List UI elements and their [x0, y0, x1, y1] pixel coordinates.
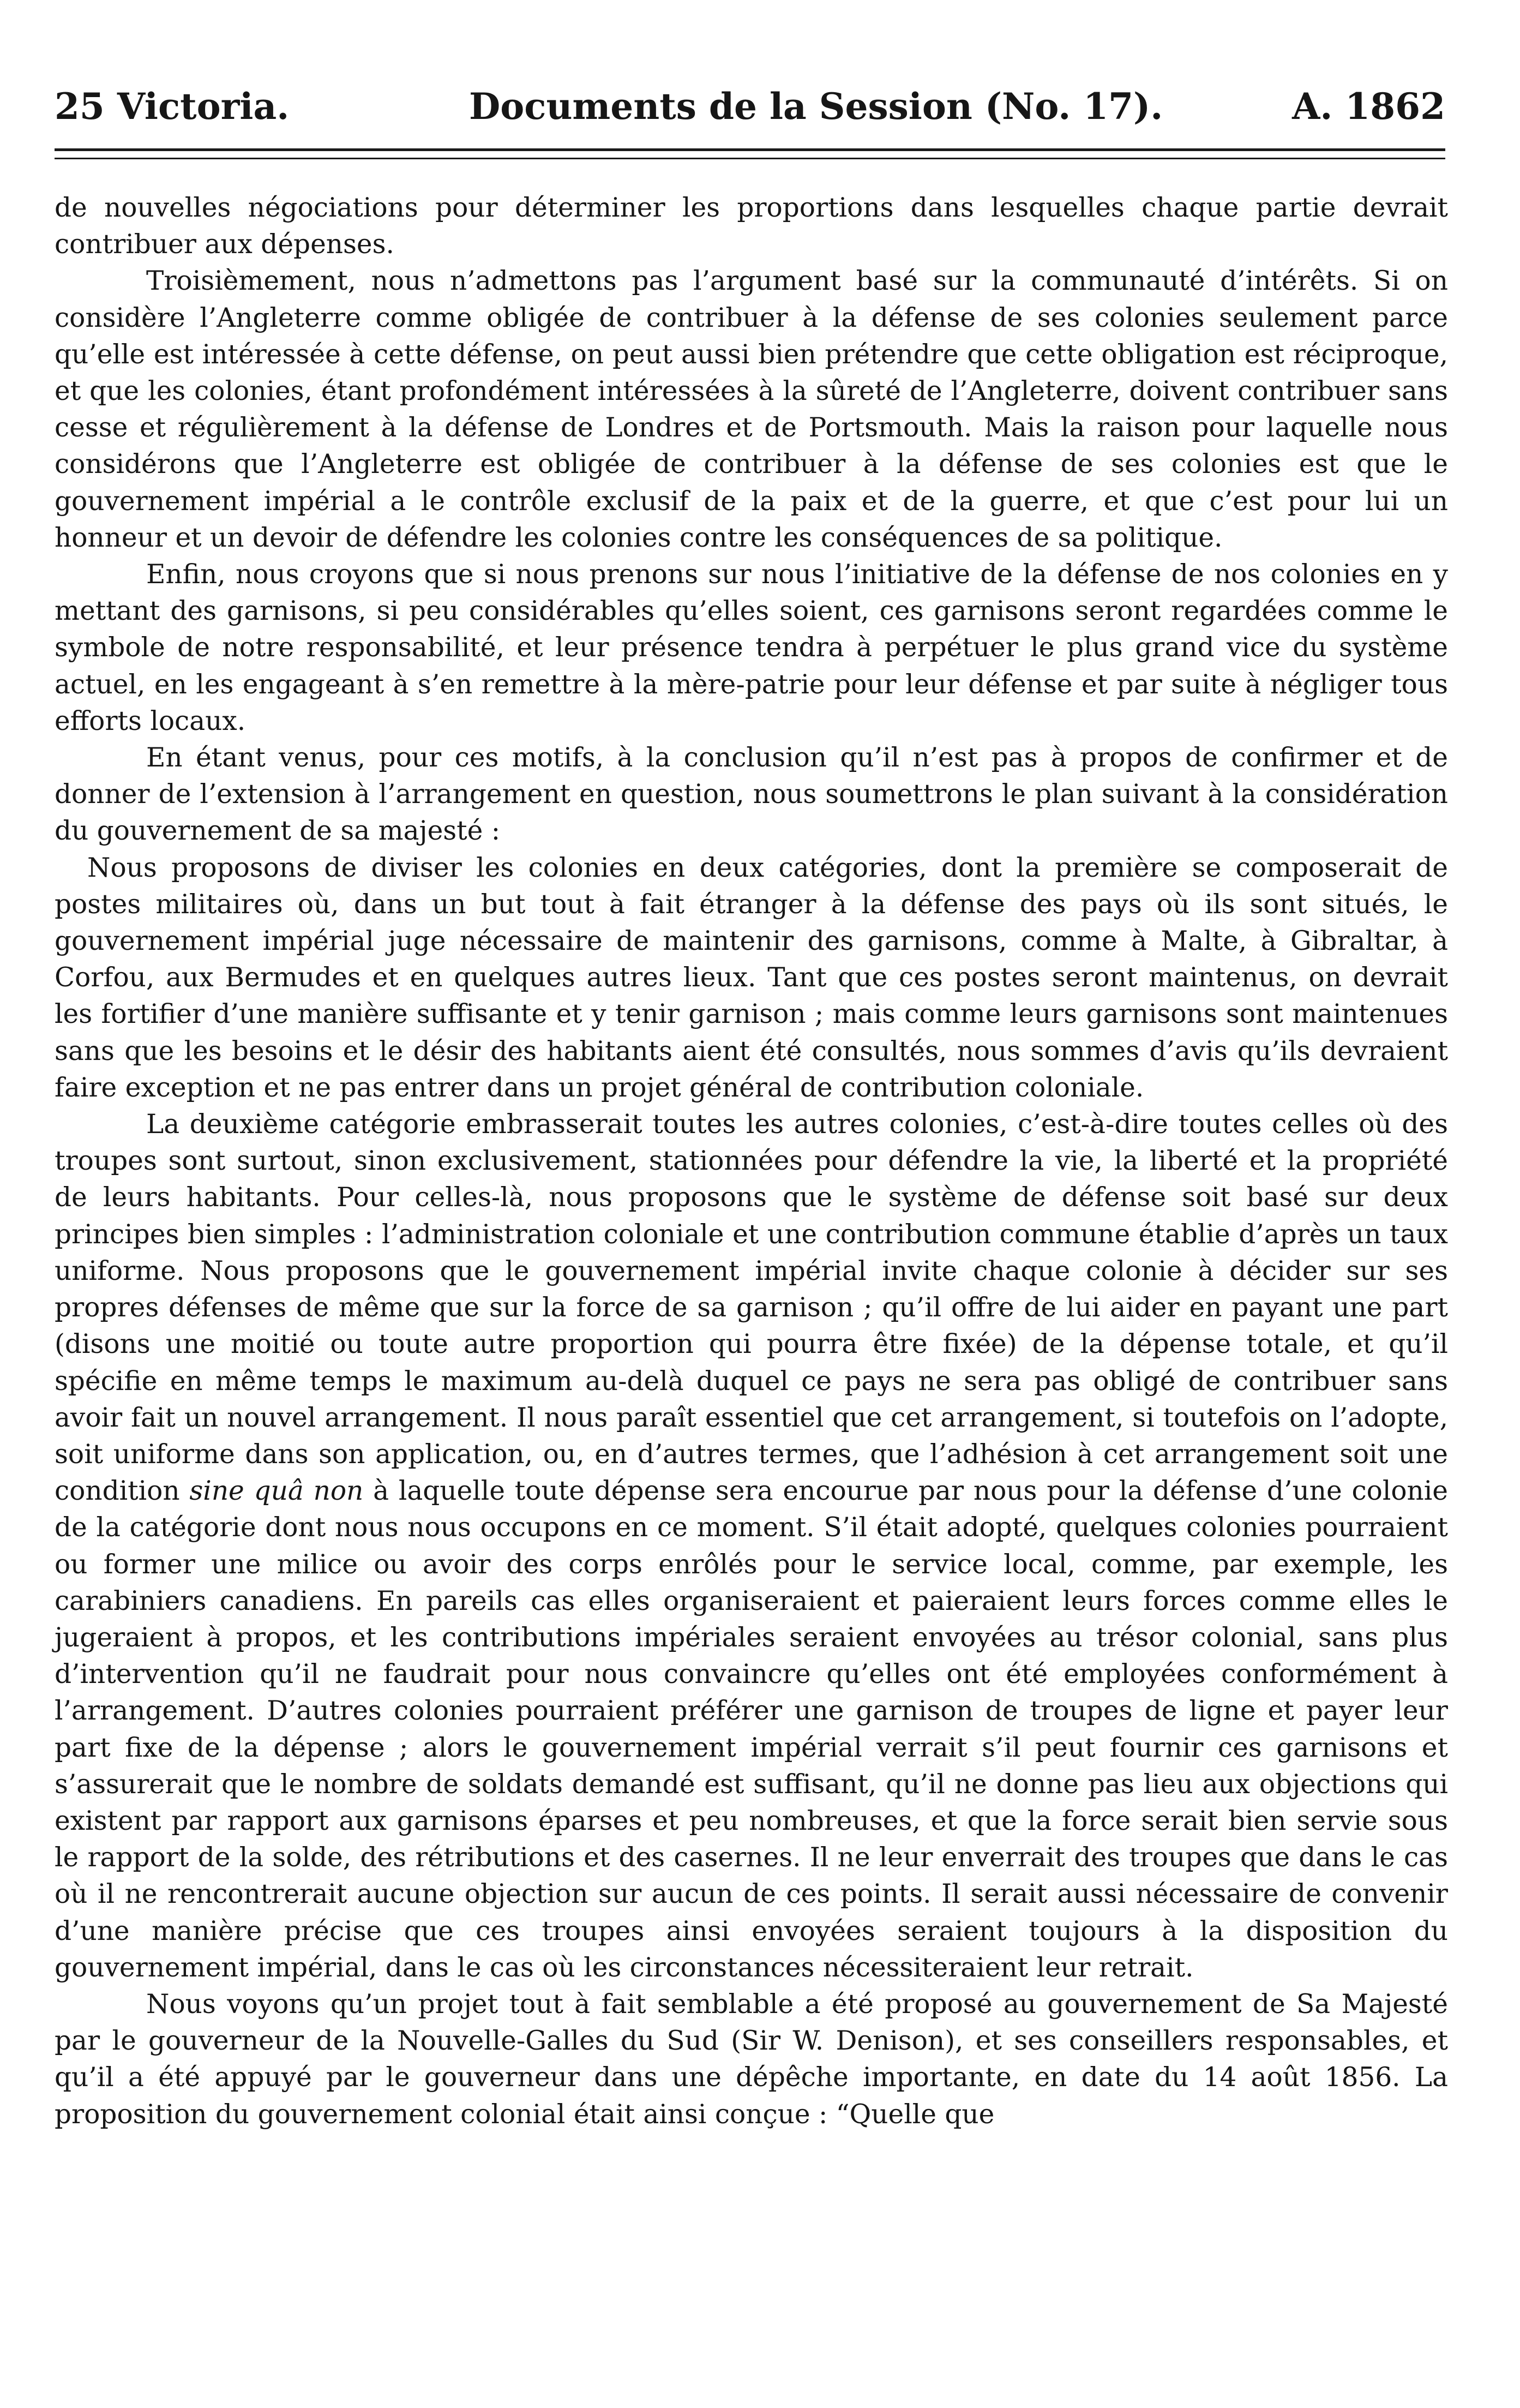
- header-rule-thin: [55, 158, 1445, 159]
- paragraph-nous-voyons: Nous voyons qu’un projet tout à fait semblable a été proposé au gouvernement de Sa Majesté par le gouverneur de la Nouvelle-Galles du Sud (Sir W. Denison), et ses conseillers responsables, et qu’il a été appuyé par le gouverneur dans une dépêche importante, en date du 14 août 1856. La proposition du gouvernement colonial était ainsi conçue : “Quelle que: [55, 1988, 1448, 2130]
- paragraph-en-etant-venus: En étant venus, pour ces motifs, à la conclusion qu’il n’est pas à propos de confirmer et de donner de l’extension à l’arrangement en question, nous soumettrons le plan suivant à la considération du gouvernement de sa majesté :: [55, 742, 1448, 847]
- paragraph-premiere-categorie: Nous proposons de diviser les colonies en deux catégories, dont la première se composerait de postes militaires où, dans un but tout à fait étranger à la défense des pays où ils sont situés, le gouvernement impérial juge nécessaire de maintenir des garnisons, comme à Malte, à Gibraltar, à Corfou, aux Bermudes et en quelques autres lieux. Tant que ces postes seront maintenus, on devrait les fortifier d’une manière suffisante et y tenir garnison ; mais comme leurs garnisons sont maintenues sans que les besoins et le désir des habitants aient été consultés, nous sommes d’avis qu’ils devraient faire exception et ne pas entrer dans un projet général de contribution coloniale.: [55, 852, 1448, 1103]
- paragraph-continuation: de nouvelles négociations pour déterminer les proportions dans lesquelles chaque partie devrait contribuer aux dépenses.: [55, 193, 1448, 260]
- body-text: [55, 190, 1448, 2133]
- paragraph-troisiemement: Troisièmement, nous n’admettons pas l’argument basé sur la communauté d’intérêts. Si on considère l’Angleterre comme obligée de contribuer à la défense de ses colonies seulement parce qu’elle est intéressée à cette défense, on peut aussi bien prétendre que cette obligation est réciproque, et que les colonies, étant profondément intéressées à la sûreté de l’Angleterre, doivent contribuer sans cesse et régulièrement à la défense de Londres et de Portsmouth. Mais la raison pour laquelle nous considérons que l’Angleterre est obligée de contribuer à la défense de ses colonies est que le gouvernement impérial a le contrôle exclusif de la paix et de la guerre, et que c’est pour lui un honneur et un devoir de défendre les colonies contre les conséquences de sa politique.: [55, 266, 1448, 553]
- paragraph-deuxieme-categorie: [55, 1106, 1448, 1986]
- header-regnal-year: 25 Victoria.: [55, 85, 290, 128]
- paragraph-deuxieme-part-2: à laquelle toute dépense sera encourue par nous pour la défense d’une colonie de la catégorie dont nous nous occupons en ce moment. S’il était adopté, quelques colonies pourraient ou former une milice ou avoir des corps enrôlés pour le service local, comme, par exemple, les carabiniers canadiens. En pareils cas elles organiseraient et paieraient leurs forces comme elles le jugeraient à propos, et les contributions impériales seraient envoyées au trésor colonial, sans plus d’intervention qu’il ne faudrait pour nous convaincre qu’elles ont été employées conformément à l’arrangement. D’autres colonies pourraient préférer une garnison de troupes de ligne et payer leur part fixe de la dépense ; alors le gouvernement impérial verrait s’il peut fournir ces garnisons et s’assurerait que le nombre de soldats demandé est suffisant, qu’il ne donne pas lieu aux objections qui existent par rapport aux garnisons éparses et peu nombreuses, et que la force serait bien servie sous le rapport de la solde, des rétributions et des casernes. Il ne leur enverrait des troupes que dans le cas où il ne rencontrerait aucune objection sur aucun de ces points. Il serait aussi nécessaire de convenir d’une manière précise que ces troupes ainsi envoyées seraient toujours à la disposition du gouvernement impérial, dans le cas où les circonstances nécessiteraient leur retrait.: [55, 1476, 1448, 1983]
- latin-phrase: sine quâ non: [189, 1476, 364, 1507]
- header-rule-thick: [55, 148, 1445, 151]
- header-year: A. 1862: [1292, 85, 1445, 128]
- paragraph-deuxieme-part-1: La deuxième catégorie embrasserait toutes les autres colonies, c’est-à-dire toutes celles où des troupes sont surtout, sinon exclusivement, stationnées pour défendre la vie, la liberté et la propriété de leurs habitants. Pour celles-là, nous proposons que le système de défense soit basé sur deux principes bien simples : l’administration coloniale et une contribution commune établie d’après un taux uniforme. Nous proposons que le gouvernement impérial invite chaque colonie à décider sur ses propres défenses de même que sur la force de sa garnison ; qu’il offre de lui aider en payant une part (disons une moitié ou toute autre proportion qui pourra être fixée) de la dépense totale, et qu’il spécifie en même temps le maximum au-delà duquel ce pays ne sera pas obligé de contribuer sans avoir fait un nouvel arrangement. Il nous paraît essentiel que cet arrangement, si toutefois on l’adopte, soit uniforme dans son application, ou, en d’autres termes, que l’adhésion à cet arrangement soit une condition: [55, 1109, 1448, 1507]
- paragraph-enfin: Enfin, nous croyons que si nous prenons sur nous l’initiative de la défense de nos colonies en y mettant des garnisons, si peu considérables qu’elles soient, ces garnisons seront regardées comme le symbole de notre responsabilité, et leur présence tendra à perpétuer le plus grand vice du système actuel, en les engageant à s’en remettre à la mère-patrie pour leur défense et par suite à négliger tous efforts locaux.: [55, 559, 1448, 736]
- header-title: Documents de la Session (No. 17).: [469, 85, 1163, 128]
- running-header: [55, 82, 1445, 131]
